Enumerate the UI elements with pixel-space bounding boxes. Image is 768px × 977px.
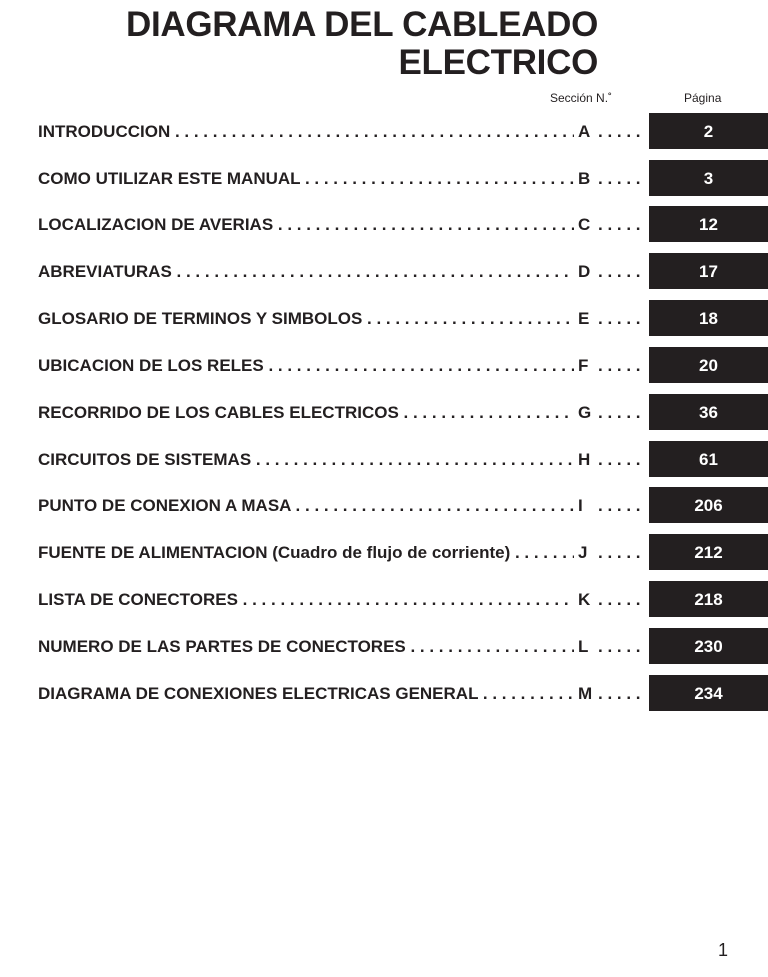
leader-dots: . . . . .: [598, 450, 641, 469]
toc-entry-section: L: [578, 637, 589, 656]
toc-entry[interactable]: [38, 534, 768, 570]
toc-entry-page[interactable]: 230: [649, 628, 768, 664]
leader-dots: . . . . .: [598, 590, 641, 609]
toc-entry-page[interactable]: 12: [649, 206, 768, 242]
toc-entry-label: RECORRIDO DE LOS CABLES ELECTRICOS . . .: [38, 403, 574, 423]
toc-entry-page[interactable]: 212: [649, 534, 768, 570]
toc-entry-page[interactable]: 3: [649, 160, 768, 196]
toc-entry[interactable]: [38, 160, 768, 196]
leader-dots: . . . . .: [598, 684, 641, 703]
toc-entry[interactable]: [38, 628, 768, 664]
toc-entry-section: M: [578, 684, 593, 703]
toc-entry-label: LISTA DE CONECTORES . . .: [38, 590, 574, 610]
leader-dots: . . . . .: [598, 215, 641, 234]
toc-entry-section: B: [578, 169, 591, 188]
leader-dots: . . . . .: [598, 169, 641, 188]
page-column-header: Página: [684, 91, 722, 105]
toc-entry-page[interactable]: 61: [649, 441, 768, 477]
leader-dots: . . . . .: [598, 637, 641, 656]
toc-entry[interactable]: [38, 347, 768, 383]
leader-dots: . . . . .: [598, 356, 641, 375]
toc-entry-section: H: [578, 450, 591, 469]
toc-entry-label: INTRODUCCION . . .: [38, 122, 574, 142]
toc-entry-label: ABREVIATURAS . . .: [38, 262, 574, 282]
toc-entry-label: DIAGRAMA DE CONEXIONES ELECTRICAS GENERAL . . .: [38, 684, 574, 704]
toc-entry[interactable]: [38, 206, 768, 242]
toc-entry[interactable]: [38, 441, 768, 477]
toc-entry-page[interactable]: 17: [649, 253, 768, 289]
toc-entry-label: FUENTE DE ALIMENTACION (Cuadro de flujo de corriente) . . .: [38, 543, 574, 563]
toc-entry[interactable]: [38, 253, 768, 289]
toc-entry-page[interactable]: 218: [649, 581, 768, 617]
toc-entry-page[interactable]: 2: [649, 113, 768, 149]
toc-entry[interactable]: [38, 487, 768, 523]
toc-entry[interactable]: [38, 300, 768, 336]
toc-entry[interactable]: [38, 675, 768, 711]
toc-entry-section: G: [578, 403, 592, 422]
toc-entry-label: GLOSARIO DE TERMINOS Y SIMBOLOS . . .: [38, 309, 574, 329]
toc-entry-label: COMO UTILIZAR ESTE MANUAL . . .: [38, 169, 574, 189]
toc-entry-section: D: [578, 262, 591, 281]
toc-entry[interactable]: [38, 581, 768, 617]
toc-entry-label: CIRCUITOS DE SISTEMAS . . .: [38, 450, 574, 470]
section-column-header: Sección N.˚: [550, 91, 613, 105]
toc-entry-label: PUNTO DE CONEXION A MASA . . .: [38, 496, 574, 516]
title-line-2: ELECTRICO: [398, 43, 598, 82]
title-line-1: DIAGRAMA DEL CABLEADO: [125, 5, 598, 44]
toc-entry-page[interactable]: 206: [649, 487, 768, 523]
leader-dots: . . . . .: [598, 262, 641, 281]
toc-entry[interactable]: [38, 394, 768, 430]
leader-dots: . . . . .: [598, 543, 641, 562]
toc-entry[interactable]: [38, 113, 768, 149]
toc-entry-section: K: [578, 590, 591, 609]
toc-entry-section: I: [578, 496, 583, 515]
leader-dots: . . . . .: [598, 496, 641, 515]
toc-entry-section: J: [578, 543, 588, 562]
toc-entry-label: NUMERO DE LAS PARTES DE CONECTORES . . .: [38, 637, 574, 657]
toc-entry-section: E: [578, 309, 590, 328]
toc-entry-section: C: [578, 215, 591, 234]
toc-entry-label: LOCALIZACION DE AVERIAS . . .: [38, 215, 574, 235]
toc-entry-page[interactable]: 234: [649, 675, 768, 711]
toc-entry-section: A: [578, 122, 591, 141]
toc-entry-page[interactable]: 36: [649, 394, 768, 430]
toc-entry-label: UBICACION DE LOS RELES . . .: [38, 356, 574, 376]
page-number: 1: [718, 940, 729, 960]
leader-dots: . . . . .: [598, 122, 641, 141]
leader-dots: . . . . .: [598, 309, 641, 328]
toc-entry-section: F: [578, 356, 589, 375]
toc-entry-page[interactable]: 20: [649, 347, 768, 383]
leader-dots: . . . . .: [598, 403, 641, 422]
toc-entry-page[interactable]: 18: [649, 300, 768, 336]
